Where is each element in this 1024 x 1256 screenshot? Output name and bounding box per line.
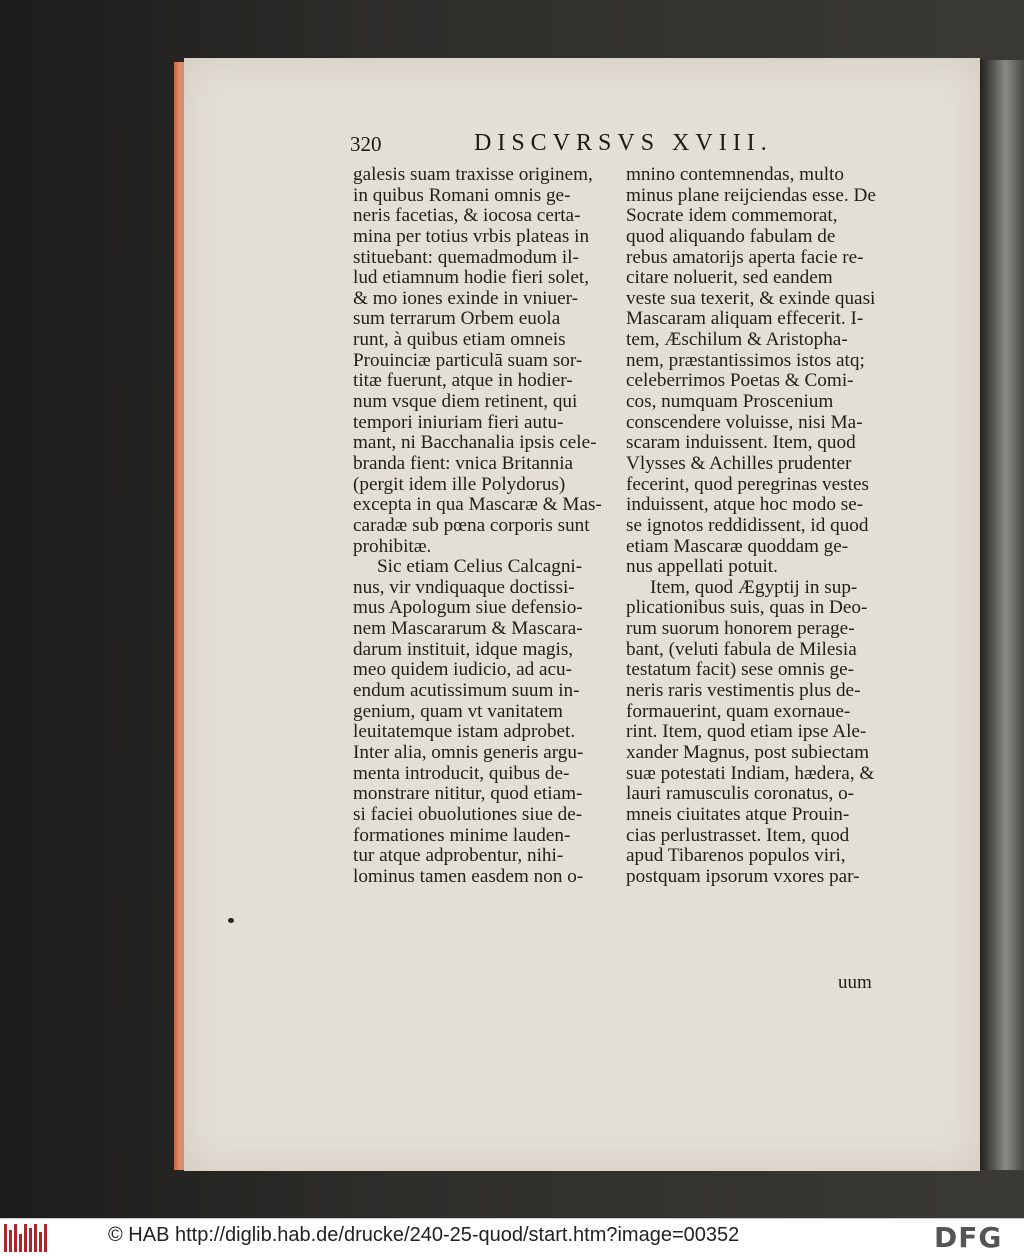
text-line: nem Mascararum & Mascara-	[353, 618, 583, 640]
text-line: excepta in qua Mascaræ & Mas-	[353, 494, 602, 516]
text-line: branda fient: vnica Britannia	[353, 452, 574, 474]
text-line: genium, quam vt vanitatem	[353, 700, 563, 722]
text-line: neris facetias, & iocosa certa-	[353, 205, 581, 227]
text-line: menta introducit, quibus de-	[353, 762, 570, 784]
text-line: rint. Item, quod etiam ipse Ale-	[626, 721, 867, 743]
text-line: tempori iniuriam fieri autu-	[353, 411, 564, 433]
text-line: plicationibus suis, quas in Deo-	[626, 597, 868, 619]
text-line: Vlysses & Achilles prudenter	[626, 452, 852, 474]
text-line: leuitatemque istam adprobet.	[353, 721, 576, 743]
text-line: Sic etiam Celius Calcagni-	[377, 556, 583, 578]
text-line: nem, præstantissimos istos atq;	[626, 349, 865, 371]
text-line: xander Magnus, post subiectam	[626, 741, 869, 763]
text-line: Inter alia, omnis generis argu-	[353, 741, 584, 763]
text-line: runt, à quibus etiam omneis	[353, 329, 566, 351]
text-line: meo quidem iudicio, ad acu-	[353, 659, 572, 681]
left-text-column	[353, 165, 613, 887]
text-line: sum terrarum Orbem euola	[353, 308, 561, 330]
text-line: minus plane reijciendas esse. De	[626, 184, 876, 206]
text-line: Prouinciæ particulā suam sor-	[353, 349, 583, 371]
text-line: rebus amatorijs aperta facie re-	[626, 246, 864, 268]
text-line: rum suorum honorem perage-	[626, 618, 855, 640]
text-line: darum instituit, idque magis,	[353, 638, 574, 660]
text-line: apud Tibarenos populos viri,	[626, 845, 846, 867]
text-line: si faciei obuolutiones siue de-	[353, 803, 583, 825]
text-line: lauri ramusculis coronatus, o-	[626, 783, 855, 805]
text-line: tur atque adprobentur, nihi-	[353, 845, 564, 867]
text-line: lominus tamen easdem non o-	[353, 865, 584, 887]
next-page-edge	[978, 60, 1024, 1170]
text-line: testatum facit) sese omnis ge-	[626, 659, 855, 681]
text-line: quod aliquando fabulam de	[626, 225, 836, 247]
text-line: galesis suam traxisse originem,	[353, 164, 593, 185]
footer-bar	[0, 1218, 1024, 1256]
text-line: Socrate idem commemorat,	[626, 205, 838, 227]
text-line: formauerint, quam exornaue-	[626, 700, 851, 722]
text-line: lud etiamnum hodie fieri solet,	[353, 267, 590, 289]
hab-logo[interactable]	[4, 1224, 48, 1252]
text-line: bant, (veluti fabula de Milesia	[626, 638, 857, 660]
text-line: num vsque diem retinent, qui	[353, 391, 578, 413]
right-text-column	[626, 165, 884, 887]
page-header	[350, 130, 910, 164]
text-line: monstrare nititur, quod etiam-	[353, 783, 583, 805]
text-line: citare noluerit, sed eandem	[626, 267, 833, 289]
text-line: mnino contemnendas, multo	[626, 164, 844, 185]
text-line: endum acutissimum suum in-	[353, 680, 580, 702]
text-line: Mascaram aliquam effecerit. I-	[626, 308, 864, 330]
text-line: suæ potestati Indiam, hædera, &	[626, 762, 875, 784]
text-line: induissent, atque hoc modo se-	[626, 494, 864, 516]
text-line: etiam Mascaræ quoddam ge-	[626, 535, 849, 557]
text-line: mant, ni Bacchanalia ipsis cele-	[353, 432, 597, 454]
running-title: DISCVRSVS XVIII.	[474, 130, 773, 156]
text-line: celeberrimos Poetas & Comi-	[626, 370, 854, 392]
text-line: formationes minime lauden-	[353, 824, 571, 846]
source-url-link[interactable]: © HAB http://diglib.hab.de/drucke/240-25-quod/start.htm?image=00352	[108, 1224, 740, 1246]
text-line: & mo iones exinde in vniuer-	[353, 287, 579, 309]
text-line: cias perlustrasset. Item, quod	[626, 824, 850, 846]
text-line: tem, Æschilum & Aristopha-	[626, 329, 848, 351]
text-line: nus, vir vndiquaque doctissi-	[353, 576, 575, 598]
text-line: veste sua texerit, & exinde quasi	[626, 287, 876, 309]
text-line: postquam ipsorum vxores par-	[626, 865, 860, 887]
text-line: fecerint, quod peregrinas vestes	[626, 473, 869, 495]
text-line: neris raris vestimentis plus de-	[626, 680, 861, 702]
dfg-logo[interactable]: DFG	[934, 1221, 1003, 1254]
text-line: stituebant: quemadmodum il-	[353, 246, 579, 268]
ink-speck	[228, 918, 234, 923]
page-number: 320	[350, 132, 382, 156]
text-line: scaram induissent. Item, quod	[626, 432, 856, 454]
text-line: cos, numquam Proscenium	[626, 391, 834, 413]
text-line: mina per totius vrbis plateas in	[353, 225, 590, 247]
text-line: conscendere voluisse, nisi Ma-	[626, 411, 863, 433]
text-line: mus Apologum siue defensio-	[353, 597, 583, 619]
text-line: nus appellati potuit.	[626, 556, 778, 578]
text-line: se ignotos reddidissent, id quod	[626, 514, 869, 536]
text-line: mneis ciuitates atque Prouin-	[626, 803, 850, 825]
text-line: Item, quod Ægyptij in sup-	[650, 576, 858, 598]
text-line: titæ fuerunt, atque in hodier-	[353, 370, 573, 392]
text-line: in quibus Romani omnis ge-	[353, 184, 571, 206]
catchword: uum	[838, 972, 872, 993]
text-line: (pergit idem ille Polydorus)	[353, 473, 566, 495]
text-line: caradæ sub pœna corporis sunt	[353, 514, 590, 536]
text-line: prohibitæ.	[353, 535, 432, 557]
